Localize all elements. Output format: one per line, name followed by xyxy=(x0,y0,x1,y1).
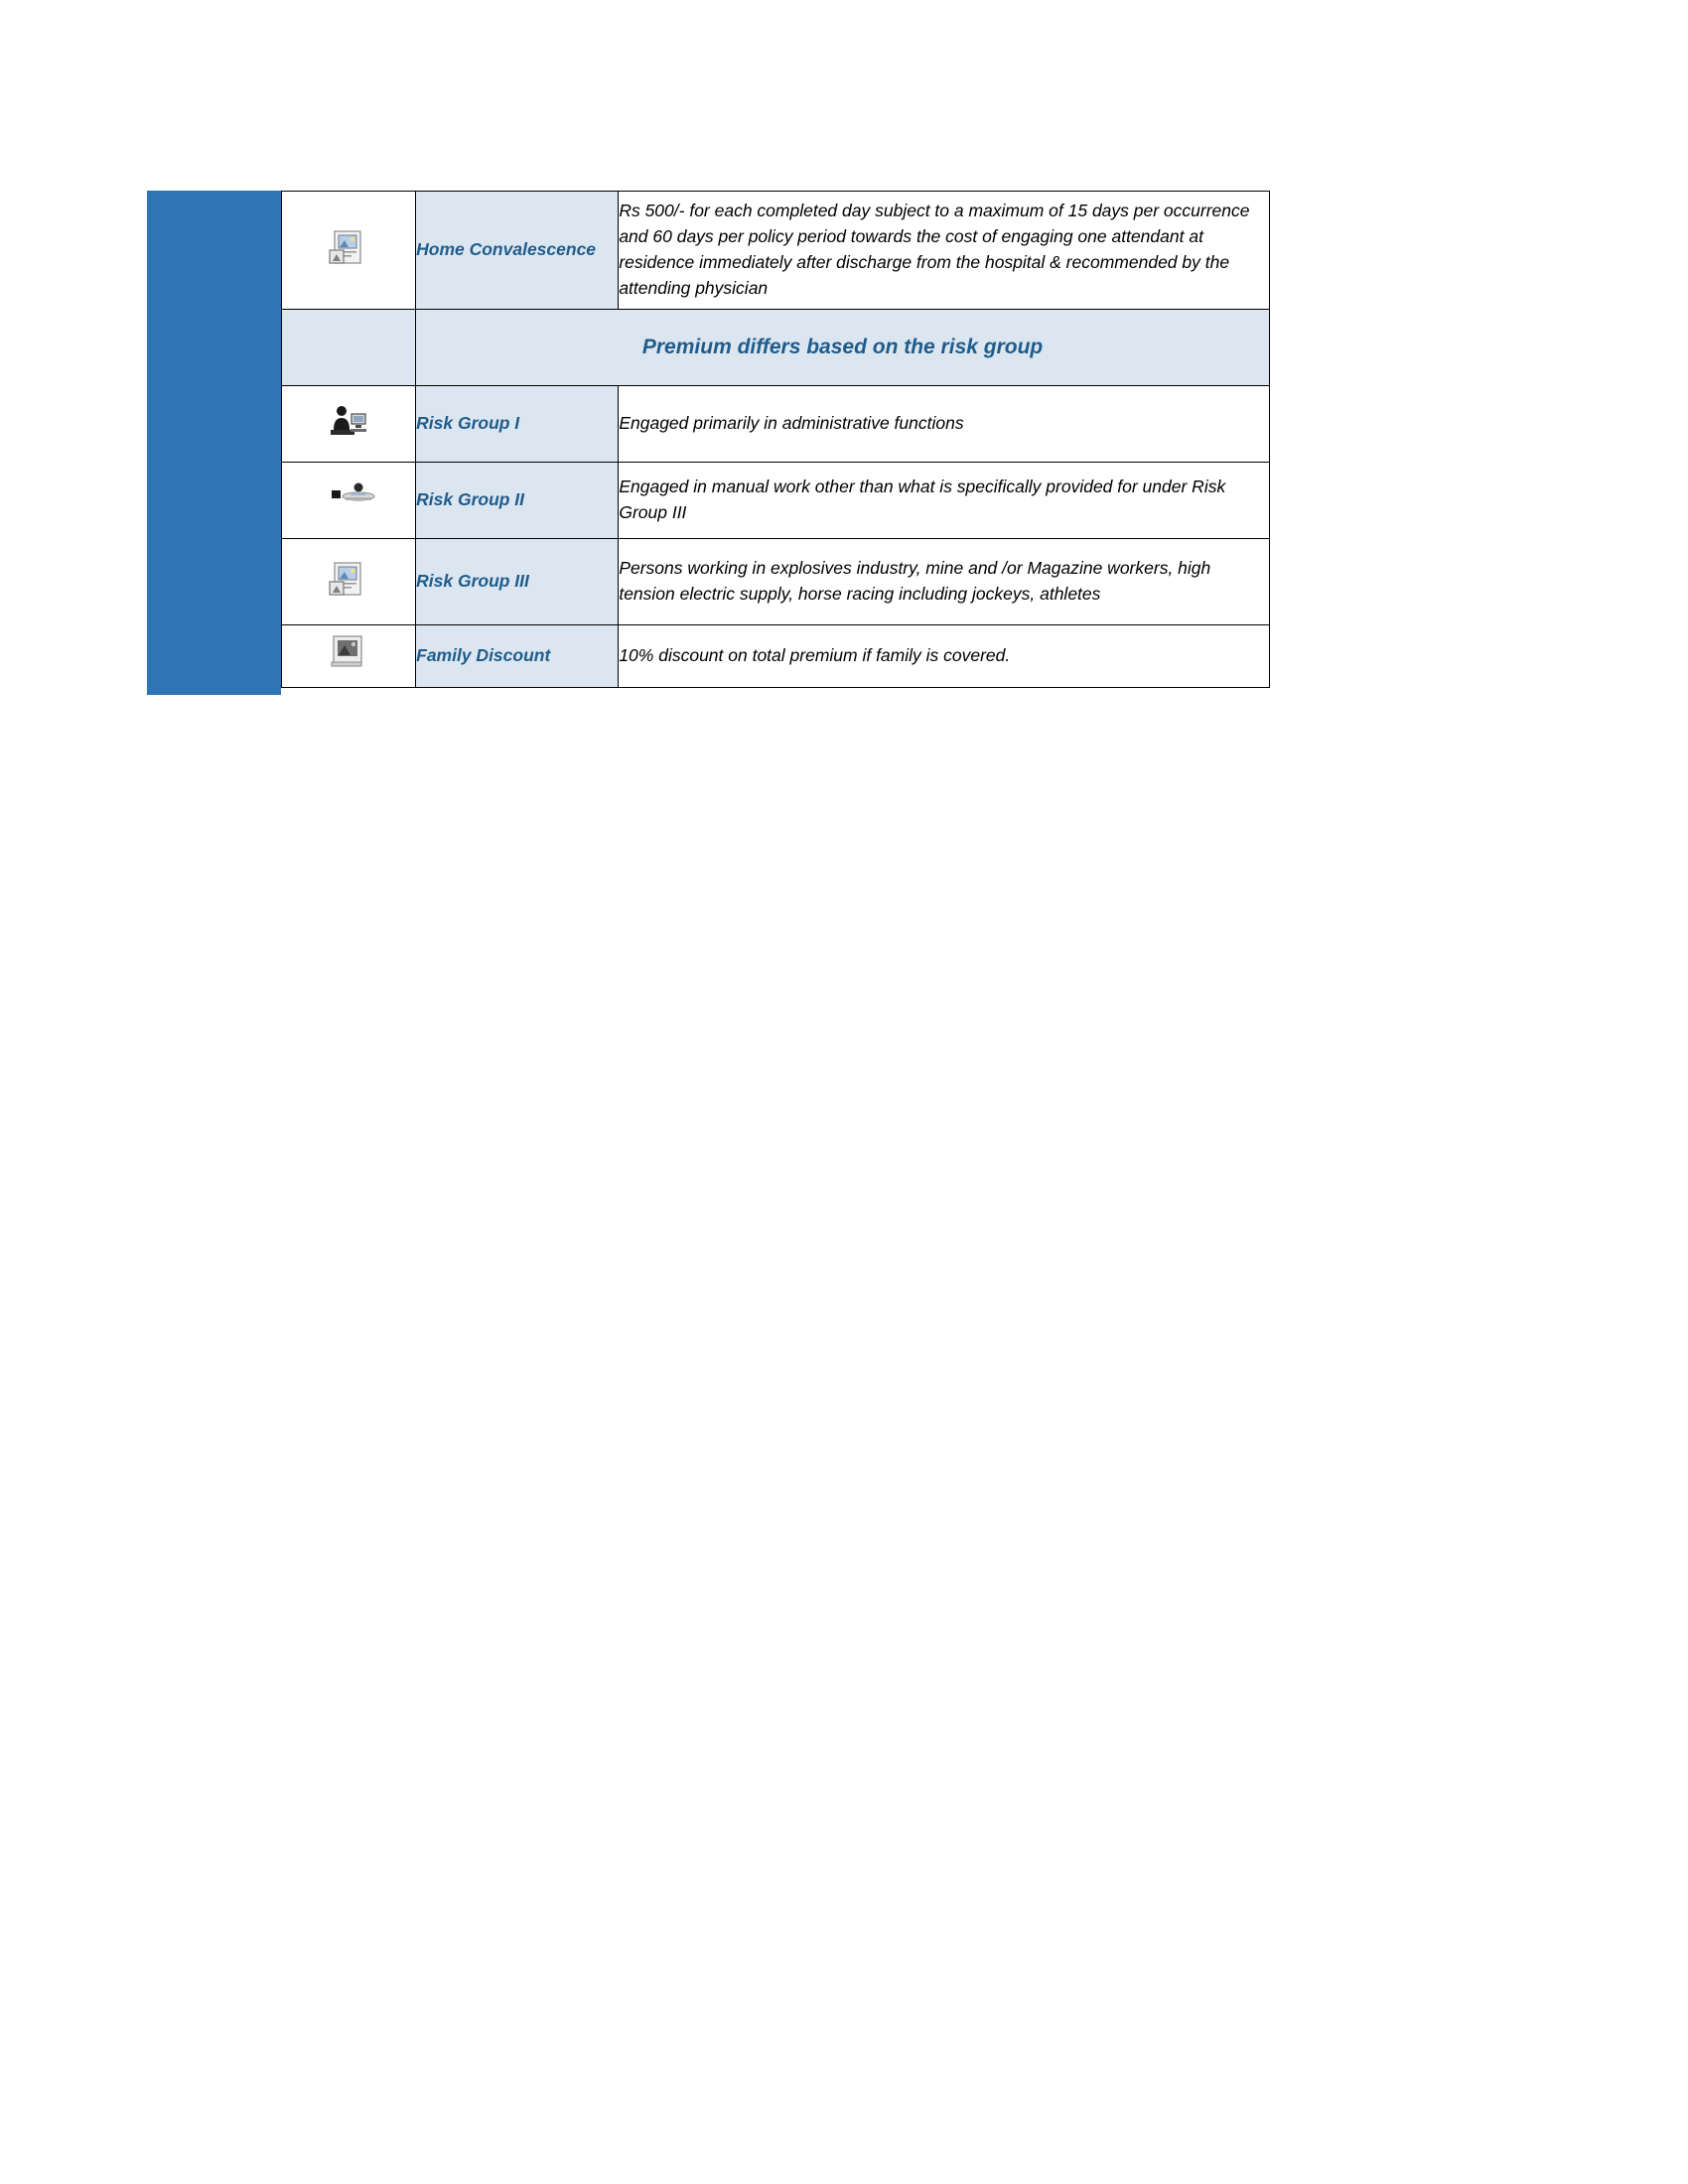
benefit-label: Risk Group III xyxy=(416,539,619,625)
photo-frame-icon xyxy=(326,632,371,676)
table-row xyxy=(282,192,1270,310)
benefits-table xyxy=(281,191,1270,688)
row-icon-cell xyxy=(282,192,416,310)
benefits-table-container xyxy=(281,191,1270,688)
benefit-label: Risk Group I xyxy=(416,386,619,463)
benefit-label: Family Discount xyxy=(416,625,619,688)
row-icon-cell xyxy=(282,625,416,688)
benefit-description: Rs 500/- for each completed day subject to a maximum of 15 days per occurrence and 60 days per policy period towards the cost of engaging one attendant at residence immediately after discharge from the hospital & recommended by the attending physician xyxy=(619,192,1270,310)
premium-banner: Premium differs based on the risk group xyxy=(416,310,1270,386)
left-accent-bar xyxy=(147,191,281,695)
row-icon-cell xyxy=(282,463,416,539)
document-image-icon xyxy=(326,558,371,602)
manual-work-icon xyxy=(326,477,371,520)
benefit-label: Risk Group II xyxy=(416,463,619,539)
table-row xyxy=(282,310,1270,386)
document-image-icon xyxy=(326,226,371,270)
table-row xyxy=(282,463,1270,539)
benefit-description: Engaged in manual work other than what is specifically provided for under Risk Group III xyxy=(619,463,1270,539)
row-icon-cell xyxy=(282,386,416,463)
benefit-label: Home Convalescence xyxy=(416,192,619,310)
benefit-description: Persons working in explosives industry, mine and /or Magazine workers, high tension electric supply, horse racing including jockeys, athletes xyxy=(619,539,1270,625)
row-icon-cell-empty xyxy=(282,310,416,386)
table-row xyxy=(282,625,1270,688)
table-row xyxy=(282,539,1270,625)
benefit-description: Engaged primarily in administrative functions xyxy=(619,386,1270,463)
table-row xyxy=(282,386,1270,463)
office-worker-icon xyxy=(326,400,371,444)
row-icon-cell xyxy=(282,539,416,625)
benefit-description: 10% discount on total premium if family is covered. xyxy=(619,625,1270,688)
